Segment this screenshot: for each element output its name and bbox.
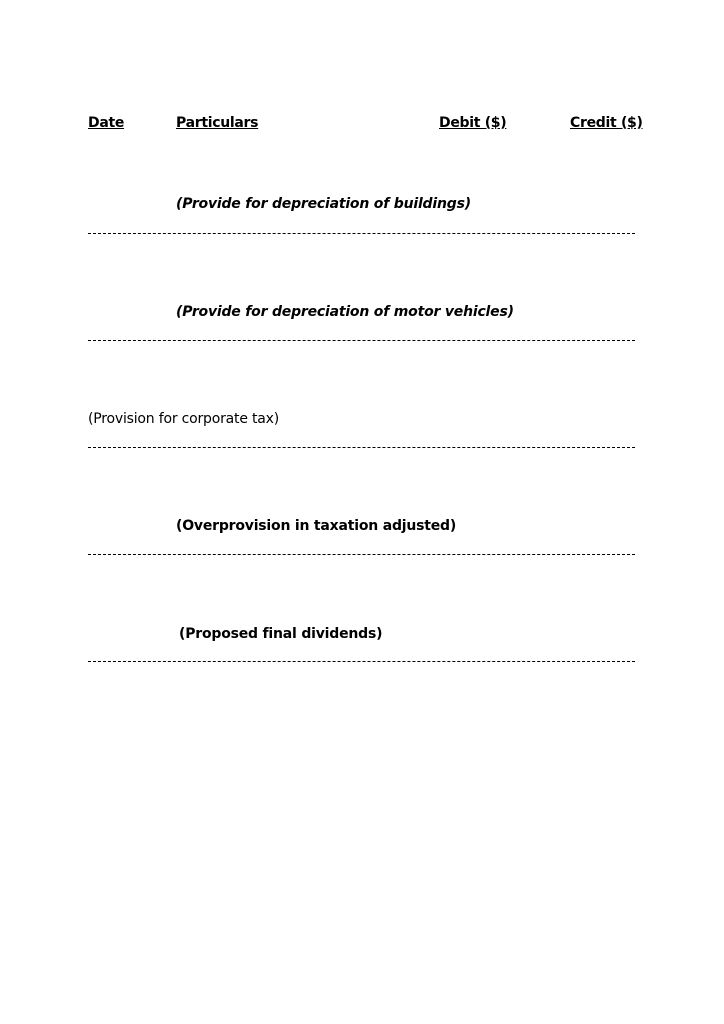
- entry-divider: [88, 554, 635, 555]
- entry-divider: [88, 661, 635, 662]
- entry-divider: [88, 233, 635, 234]
- header-date: Date: [88, 115, 125, 131]
- narration-corporate-tax: (Provision for corporate tax): [88, 411, 279, 427]
- entry-divider: [88, 447, 635, 448]
- narration-buildings-depreciation: (Provide for depreciation of buildings): [176, 196, 471, 212]
- header-particulars: Particulars: [176, 115, 259, 131]
- header-debit: Debit ($): [439, 115, 507, 131]
- narration-motor-vehicles-depreciation: (Provide for depreciation of motor vehicles): [176, 304, 514, 320]
- header-credit: Credit ($): [570, 115, 643, 131]
- entry-divider: [88, 340, 635, 341]
- narration-overprovision-taxation: (Overprovision in taxation adjusted): [176, 518, 457, 534]
- narration-proposed-final-dividends: (Proposed final dividends): [179, 626, 383, 642]
